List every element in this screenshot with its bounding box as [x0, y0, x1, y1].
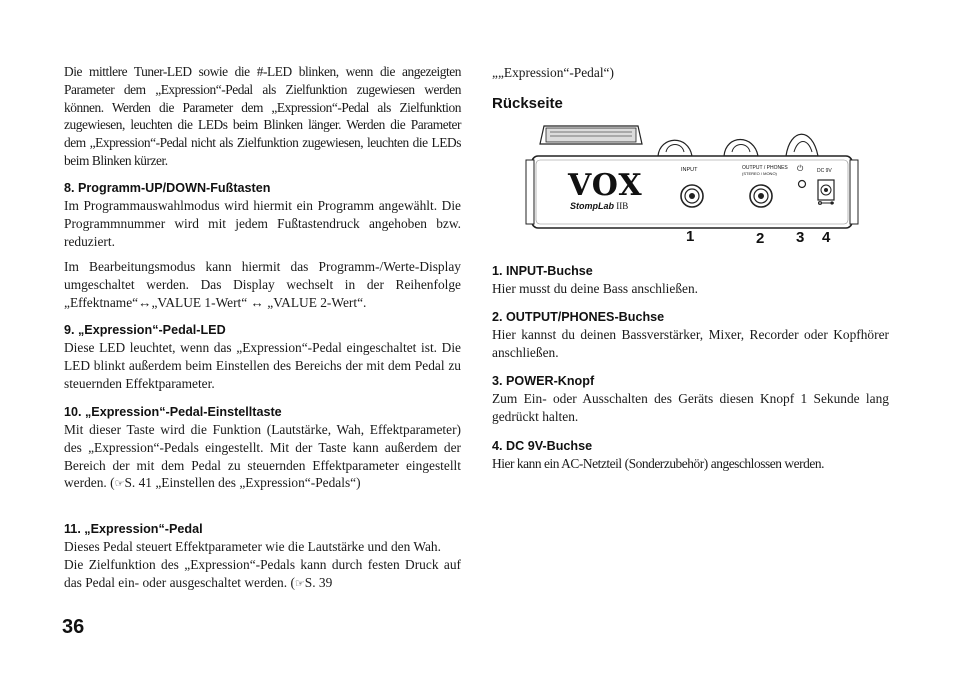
section-10 — [64, 404, 461, 493]
output-section-title: 2. OUTPUT/PHONES-Buchse — [492, 310, 665, 324]
callout-2: 2 — [756, 230, 765, 247]
section-9-text: Diese LED leuchtet, wenn das „Expression“-Pedal eingeschaltet ist. Die LED blinkt außerdem beim Einstellen des Bereichs der mit dem Pedal zu steuernden Effektparameter. — [64, 340, 461, 391]
continuation-block — [492, 64, 889, 82]
vox-logo: VOX — [568, 168, 643, 203]
continuation-text: „„Expression“-Pedal“) — [492, 65, 614, 80]
section-11-text-2a: Die Zielfunktion des „Expression“-Pedals kann durch festen Druck auf das Pedal ein- oder ausgeschaltet werden. ( — [64, 556, 461, 590]
callout-4: 4 — [822, 229, 831, 246]
section-9-title: 9. „Expression“-Pedal-LED — [64, 323, 226, 337]
dc-jack-label: DC 9V — [817, 168, 832, 174]
section-10-text-b: S. 41 „Einstellen des „Expression“-Pedals“) — [124, 475, 361, 491]
model-name — [570, 201, 628, 211]
output-section-text: Hier kannst du deinen Bassverstärker, Mixer, Recorder oder Kopfhörer anschließen. — [492, 327, 889, 360]
rear-panel-heading: Rückseite — [492, 95, 563, 112]
section-11-text-2 — [64, 556, 461, 593]
section-8-text-2: Im Bearbeitungsmodus kann hiermit das Programm-/Werte-Display umgeschaltet werden. Das Display wechselt in der Reihenfolge „Effektname“↔„VALUE 1-Wert“ ↔ „VALUE 2-Wert“. — [64, 259, 461, 310]
section-11 — [64, 521, 461, 592]
dc-section-title: 4. DC 9V-Buchse — [492, 439, 593, 453]
output-jack-sublabel: (STEREO / MONO) — [742, 171, 777, 176]
power-icon: ⏻ — [797, 164, 804, 173]
section-9 — [64, 322, 461, 392]
page-number: 36 — [62, 616, 85, 638]
model-suffix: IIB — [616, 201, 629, 211]
section-10-text — [64, 421, 461, 493]
section-10-text-a: Mit dieser Taste wird die Funktion (Lautstärke, Wah, Effektparameter) des „Expression“-Pedals eingestellt. Mit der Taste kann außerdem der Bereich der mit dem Pedal zu steuernden Effektparameter eingestellt werden. ( — [64, 422, 461, 491]
section-8 — [64, 180, 461, 312]
section-11-text-1: Dieses Pedal steuert Effektparameter wie die Lautstärke und den Wah. — [64, 539, 441, 554]
page-ref-icon: ☞ — [294, 576, 305, 590]
section-11-title: 11. „Expression“-Pedal — [64, 522, 203, 536]
callout-3: 3 — [796, 229, 805, 246]
section-11-text-2b: S. 39 — [304, 574, 333, 590]
section-8-title: 8. Programm-UP/DOWN-Fußtasten — [64, 181, 271, 195]
power-section-title: 3. POWER-Knopf — [492, 374, 595, 388]
input-section-title: 1. INPUT-Buchse — [492, 264, 593, 278]
output-jack-label: OUTPUT / PHONES — [742, 165, 788, 171]
model-script: StompLab — [570, 201, 614, 211]
page-ref-icon: ☞ — [114, 477, 125, 491]
dc-section-text: Hier kann ein AC-Netzteil (Sonderzubehör) angeschlossen werden. — [492, 456, 824, 471]
section-r4 — [492, 438, 889, 473]
section-r2 — [492, 309, 889, 362]
intro-text: Die mittlere Tuner-LED sowie die #-LED blinken, wenn die angezeigten Parameter dem „Expression“-Pedal als Zielfunktion zugewiesen werden können. Werden die Parameter dem „Expression“-Pedal als Zielfunktion zugewiesen, leuchten die LEDs beim Blinken länger. Werden die Parameter dem „Expression“-Pedal nicht als Zielfunktion zugewiesen, leuchten die LEDs beim Blinken kürzer. — [64, 64, 461, 168]
input-jack-label: INPUT — [681, 167, 698, 173]
section-r3 — [492, 373, 889, 426]
section-8-text-1: Im Programmauswahlmodus wird hiermit ein Programm angewählt. Die Programmnummer wird mit jedem Fußtastendruck angehoben bzw. reduziert. — [64, 198, 461, 249]
rear-panel-figure — [510, 120, 860, 250]
section-10-title: 10. „Expression“-Pedal-Einstelltaste — [64, 405, 282, 419]
intro-block — [64, 63, 461, 170]
section-r1 — [492, 263, 889, 298]
power-section-text: Zum Ein- oder Ausschalten des Geräts diesen Knopf 1 Sekunde lang gedrückt halten. — [492, 391, 889, 424]
input-section-text: Hier musst du deine Bass anschließen. — [492, 281, 699, 296]
rear-panel-drawing — [510, 120, 860, 250]
callout-1: 1 — [686, 228, 695, 245]
